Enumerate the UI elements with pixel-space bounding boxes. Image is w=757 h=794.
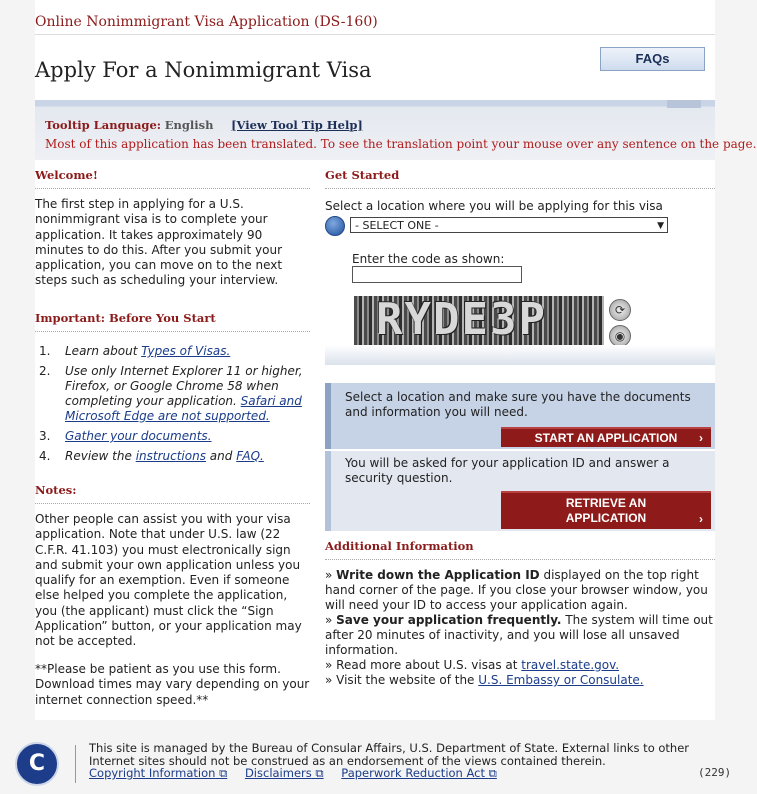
external-link-icon: ⧉ — [488, 766, 497, 780]
divider — [35, 503, 310, 504]
main-content — [35, 0, 757, 720]
step-text: Review the — [65, 449, 136, 463]
start-application-panel — [325, 383, 715, 449]
start-application-label: START AN APPLICATION — [534, 431, 678, 445]
link-label: Copyright Information — [89, 766, 216, 780]
refresh-icon[interactable]: ⟳ — [609, 299, 631, 321]
globe-icon — [325, 216, 345, 236]
step-text: Learn about — [65, 344, 142, 358]
step-text: Use only Internet Explorer 11 or higher, Firefox, or Google Chrome 58 when completing your application. — [65, 364, 303, 408]
info-text: Read more about U.S. visas at — [336, 658, 522, 672]
welcome-text: The first step in applying for a U.S. nonimmigrant visa is to complete your application. It takes approximately 90 minutes to do this. After you submit your application, you can move on to the next steps such as scheduling your interview. — [35, 197, 283, 288]
embassy-consulate-link[interactable]: U.S. Embassy or Consulate. — [478, 673, 644, 687]
list-item — [39, 429, 335, 444]
list-item — [39, 344, 335, 359]
list-item: » Write down the Application ID displayed on the top right hand corner of the page. If you close your browser window, you will need your ID to access your application again. — [325, 568, 708, 612]
copyright-link[interactable] — [89, 766, 227, 780]
audio-icon[interactable]: ◉ — [609, 325, 631, 347]
important-heading: Important: Before You Start — [35, 311, 216, 325]
info-text: Visit the website of the — [336, 673, 479, 687]
divider — [325, 559, 715, 560]
banner-tab — [667, 100, 701, 108]
tooltip-language-row — [45, 118, 363, 132]
captcha-label: Enter the code as shown: — [352, 252, 505, 266]
tooltip-language-label: Tooltip Language: — [45, 118, 162, 132]
faqs-button[interactable]: FAQs — [600, 47, 705, 71]
list-item — [39, 364, 335, 424]
divider — [35, 188, 310, 189]
divider — [325, 188, 715, 189]
divider — [75, 745, 76, 783]
additional-info-list — [325, 568, 715, 688]
location-selected-value: - SELECT ONE - — [355, 219, 439, 232]
list-item: » Save your application frequently. The system will time out after 20 minutes of inactivity, and you will lose all unsaved information. — [325, 613, 713, 657]
welcome-heading: Welcome! — [35, 168, 98, 182]
divider — [35, 331, 310, 332]
list-item: » Visit the website of the U.S. Embassy or Consulate. — [325, 673, 644, 687]
disclaimers-link[interactable] — [245, 766, 324, 780]
page-title: Apply For a Nonimmigrant Visa — [35, 58, 372, 82]
list-item: » Read more about U.S. visas at travel.state.gov. — [325, 658, 620, 672]
info-text: The system will time out after 20 minutes of inactivity, and you will lose all unsaved information. — [325, 613, 713, 657]
unsupported-browsers-link[interactable]: Safari and Microsoft Edge are not supported. — [65, 394, 302, 423]
travel-state-gov-link[interactable]: travel.state.gov. — [521, 658, 620, 672]
additional-info-heading: Additional Information — [325, 539, 474, 553]
info-bold: Save your application frequently. — [336, 613, 562, 627]
footer-links — [89, 766, 511, 781]
location-select[interactable] — [350, 217, 668, 233]
divider — [35, 34, 715, 35]
page-counter: (229) — [698, 766, 732, 779]
view-tooltip-help-link[interactable]: [View Tool Tip Help] — [231, 118, 363, 132]
tooltip-banner — [35, 100, 757, 160]
start-application-button[interactable] — [501, 427, 711, 447]
retrieve-application-label: RETRIEVE AN — [565, 496, 647, 510]
link-label: Paperwork Reduction Act — [341, 766, 485, 780]
footer-text: This site is managed by the Bureau of Consular Affairs, U.S. Department of State. External links to other Internet sites should not be construed as an endorsement of the views contained therein. — [89, 741, 690, 768]
chevron-right-icon: › — [699, 512, 703, 526]
retrieve-application-panel — [325, 451, 715, 531]
info-bold: Write down the Application ID — [336, 568, 540, 582]
external-link-icon: ⧉ — [219, 766, 228, 780]
external-link-icon: ⧉ — [315, 766, 324, 780]
captcha-image — [354, 296, 604, 347]
link-label: Disclaimers — [244, 766, 312, 780]
gather-documents-link[interactable]: Gather your documents. — [65, 429, 212, 443]
start-application-text: Select a location and make sure you have the documents and information you will need. — [345, 390, 691, 419]
instructions-link[interactable]: instructions — [135, 449, 206, 463]
notes-heading: Notes: — [35, 483, 77, 497]
retrieve-application-button[interactable] — [501, 491, 711, 529]
step-number: 2. — [39, 364, 51, 378]
chevron-down-icon: ▼ — [657, 221, 664, 231]
get-started-heading: Get Started — [325, 168, 400, 182]
paperwork-reduction-link[interactable] — [341, 766, 497, 780]
translation-notice: Most of this application has been translated. To see the translation point your mouse over any sentence on the page. — [45, 137, 757, 151]
step-text: and — [205, 449, 237, 463]
list-item — [39, 449, 335, 464]
retrieve-application-label: APPLICATION — [565, 511, 647, 525]
before-you-start-list — [35, 344, 335, 469]
notes-text: Other people can assist you with your visa application. Note that under U.S. law (22 C.F.R. 41.103) you must electronically sign and submit your own application unless you qualify for an exemption. Even if someone else helped you complete the application, you (the applicant) must click the “Sign Application” button, or your application may not be accepted. — [35, 512, 302, 649]
patience-note: **Please be patient as you use this form. Download times may vary depending on your internet connection speed.** — [35, 662, 310, 707]
chevron-right-icon: › — [699, 431, 703, 445]
captcha-text: RYDE3P — [376, 296, 547, 345]
step-number: 3. — [39, 429, 51, 443]
get-started-shade — [325, 345, 715, 365]
department-seal-icon: C — [15, 742, 59, 786]
retrieve-application-text: You will be asked for your application ID and answer a security question. — [345, 456, 670, 485]
location-label: Select a location where you will be applying for this visa — [325, 199, 663, 213]
captcha-input[interactable] — [352, 266, 522, 283]
top-title: Online Nonimmigrant Visa Application (DS-160) — [35, 14, 378, 30]
step-number: 1. — [39, 344, 51, 358]
types-of-visas-link[interactable]: Types of Visas. — [141, 344, 231, 358]
faq-link[interactable]: FAQ. — [236, 449, 264, 463]
tooltip-language-value: English — [164, 118, 214, 132]
step-number: 4. — [39, 449, 51, 463]
info-text: displayed on the top right hand corner of the page. If you close your browser window, you will need your ID to access your application again. — [325, 568, 708, 612]
